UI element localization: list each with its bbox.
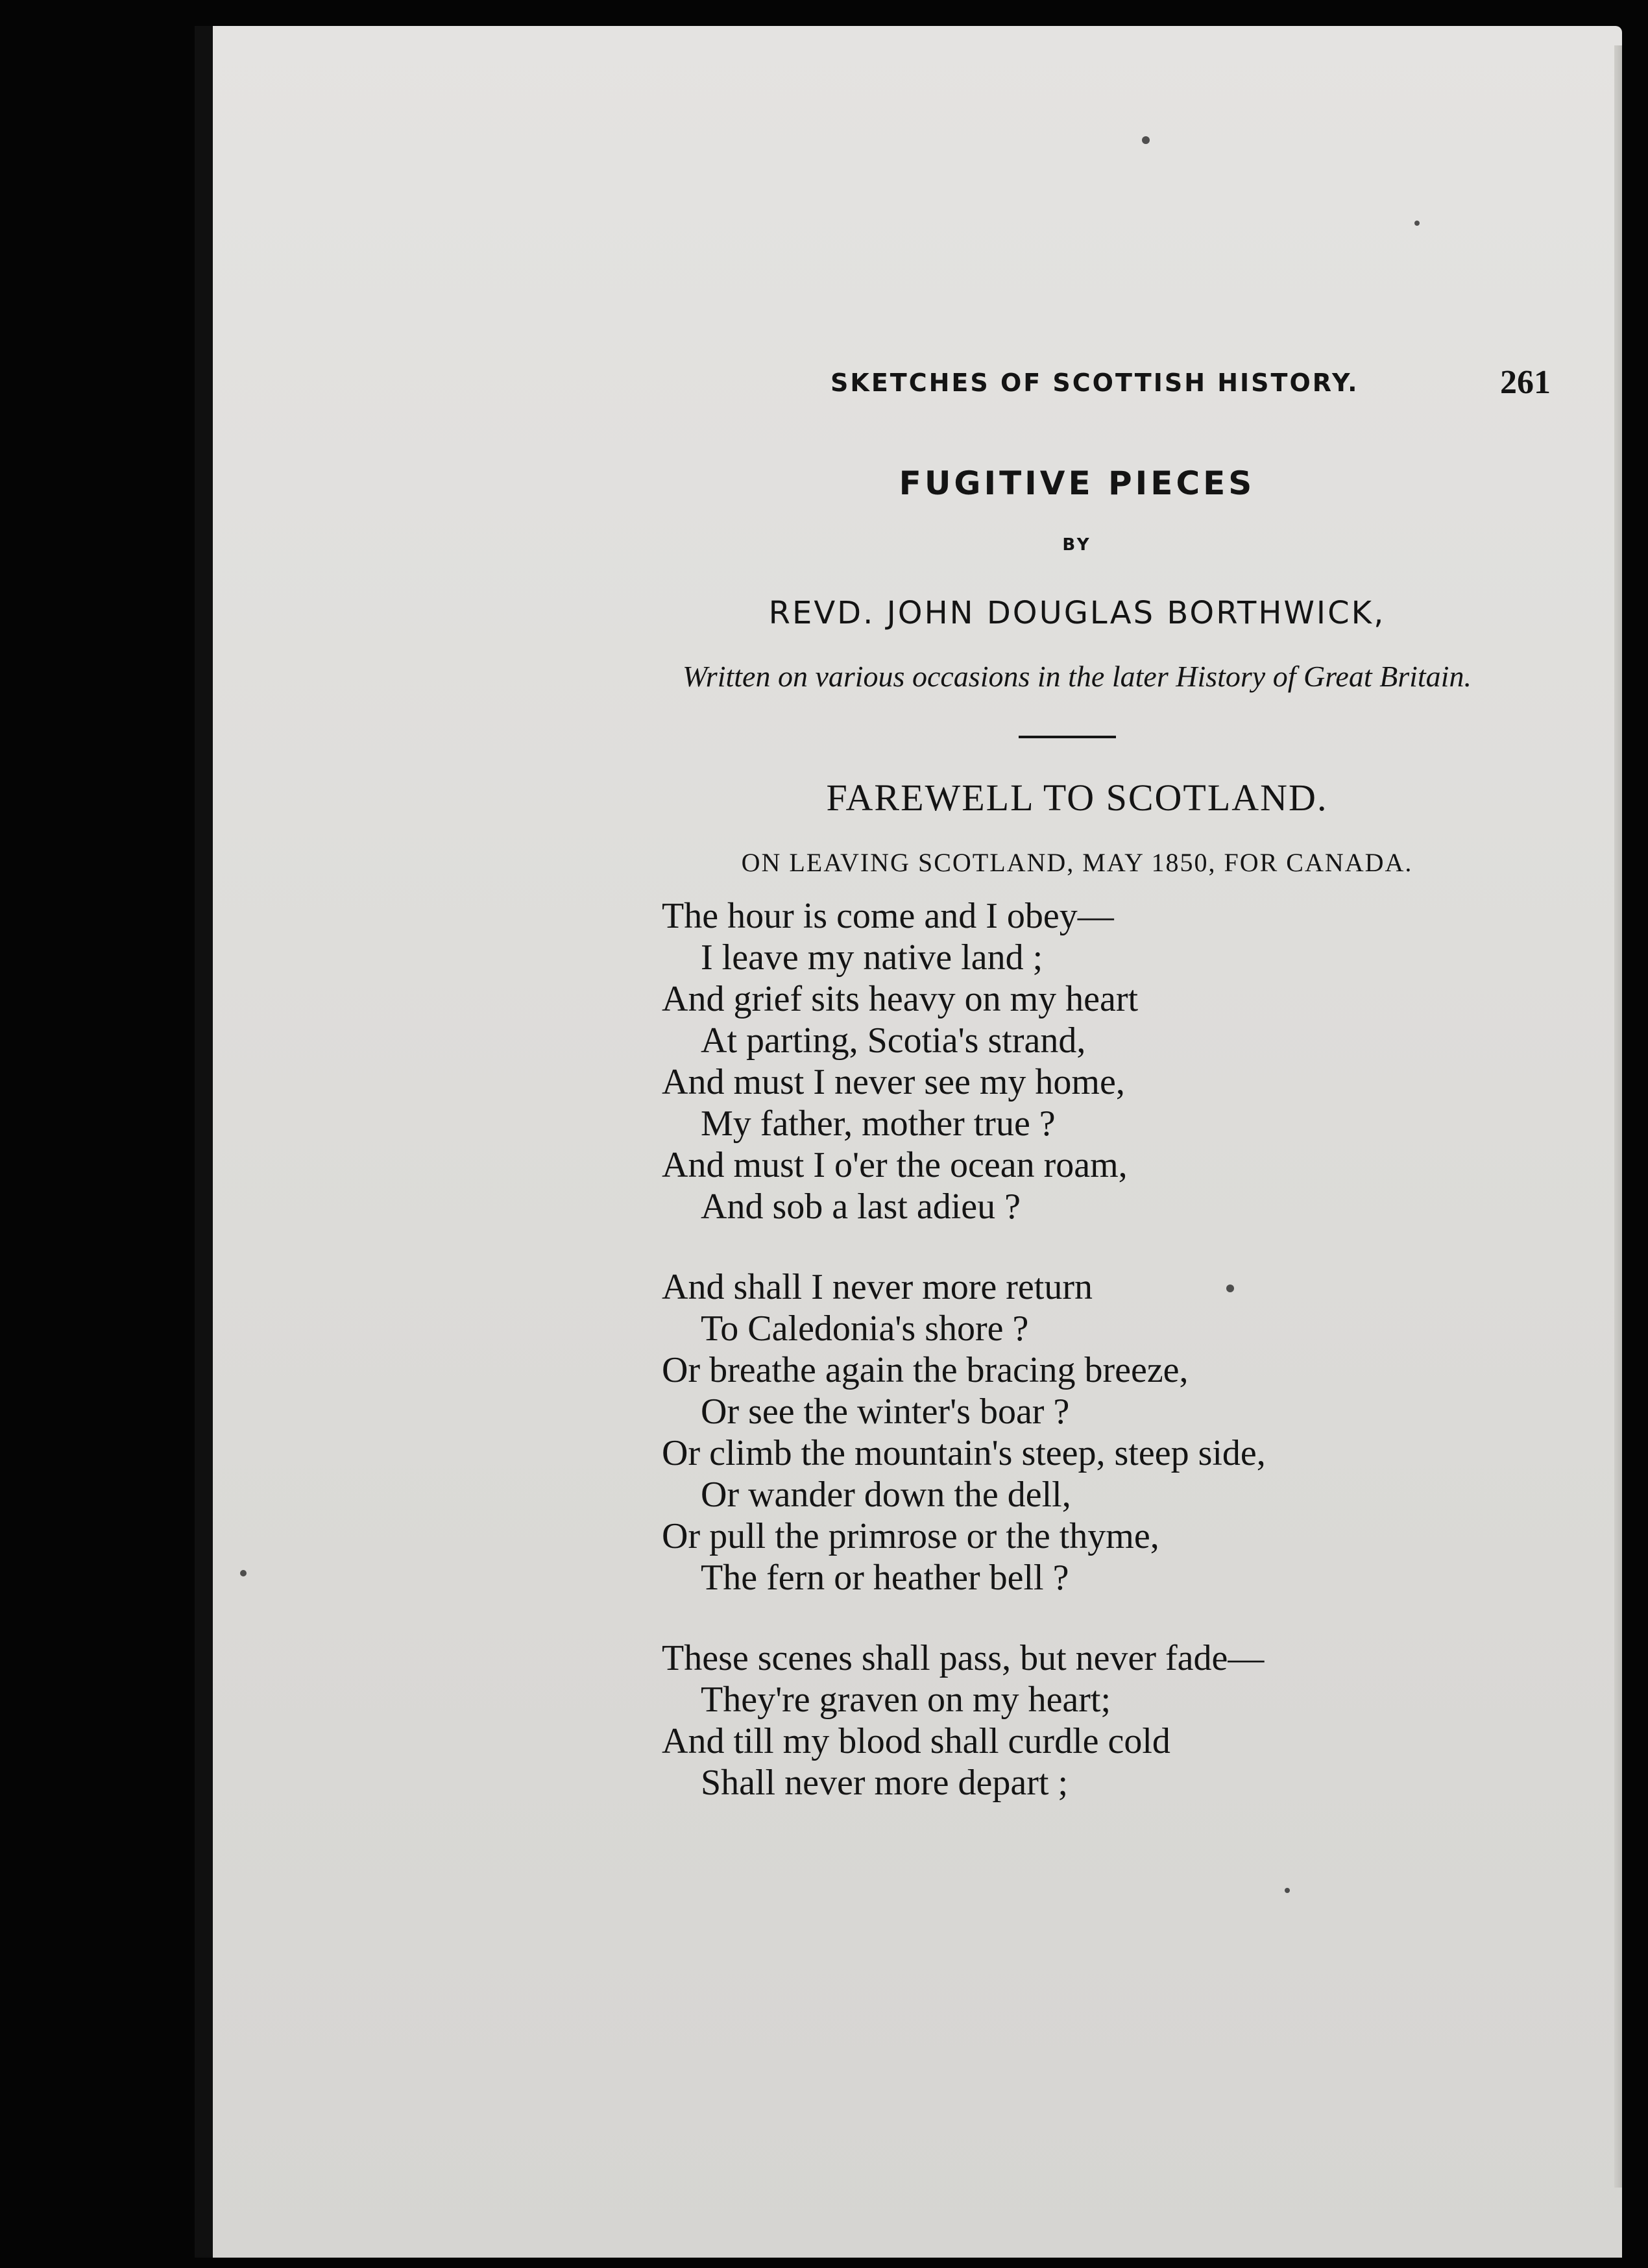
poem-line: Or pull the primrose or the thyme, — [662, 1516, 1159, 1556]
author-name: REVD. JOHN DOUGLAS BORTHWICK, — [768, 595, 1386, 631]
poem-line: And sob a last adieu ? — [701, 1187, 1021, 1227]
poem-line: And must I never see my home, — [662, 1062, 1125, 1102]
running-title: SKETCHES OF SCOTTISH HISTORY. — [830, 368, 1359, 397]
page-edge — [1614, 45, 1622, 2188]
poem-line: Or see the winter's boar ? — [701, 1392, 1070, 1432]
poem-line: Shall never more depart ; — [701, 1763, 1069, 1803]
poem-subtitle: ON LEAVING SCOTLAND, MAY 1850, FOR CANADA. — [741, 848, 1413, 877]
gutter-shadow — [195, 26, 213, 2258]
poem-line: My father, mother true ? — [701, 1104, 1056, 1144]
page-number: 261 — [1500, 364, 1551, 401]
poem-body — [662, 895, 1473, 1842]
poem-line: Or breathe again the bracing breeze, — [662, 1350, 1189, 1390]
book-page — [195, 26, 1622, 2258]
ink-speck — [1142, 136, 1150, 144]
poem-title: FAREWELL TO SCOTLAND. — [826, 777, 1328, 819]
section-title: FUGITIVE PIECES — [899, 464, 1255, 502]
poem-line: The hour is come and I obey— — [662, 896, 1114, 936]
divider-rule — [1019, 736, 1116, 738]
collection-subtitle: Written on various occasions in the later History of Great Britain. — [683, 660, 1472, 693]
poem-line: And grief sits heavy on my heart — [662, 979, 1139, 1019]
poem-line: These scenes shall pass, but never fade— — [662, 1638, 1265, 1678]
poem-line: I leave my native land ; — [701, 937, 1043, 978]
ink-speck — [1414, 221, 1420, 226]
poem-line: Or wander down the dell, — [701, 1475, 1071, 1515]
poem-line: And shall I never more return — [662, 1267, 1093, 1307]
ink-speck — [1285, 1888, 1290, 1893]
poem-line: They're graven on my heart; — [701, 1680, 1111, 1720]
stanza — [662, 895, 1473, 1227]
poem-line: Or climb the mountain's steep, steep side, — [662, 1433, 1266, 1473]
running-head — [830, 363, 1551, 402]
poem-line: At parting, Scotia's strand, — [701, 1020, 1086, 1061]
stanza — [662, 1266, 1473, 1598]
ink-speck — [240, 1570, 247, 1576]
by-line: BY — [1062, 535, 1092, 555]
poem-line: And till my blood shall curdle cold — [662, 1721, 1170, 1761]
poem-line: The fern or heather bell ? — [701, 1558, 1069, 1598]
poem-line: And must I o'er the ocean roam, — [662, 1145, 1128, 1185]
stanza — [662, 1637, 1473, 1804]
poem-line: To Caledonia's shore ? — [701, 1309, 1029, 1349]
